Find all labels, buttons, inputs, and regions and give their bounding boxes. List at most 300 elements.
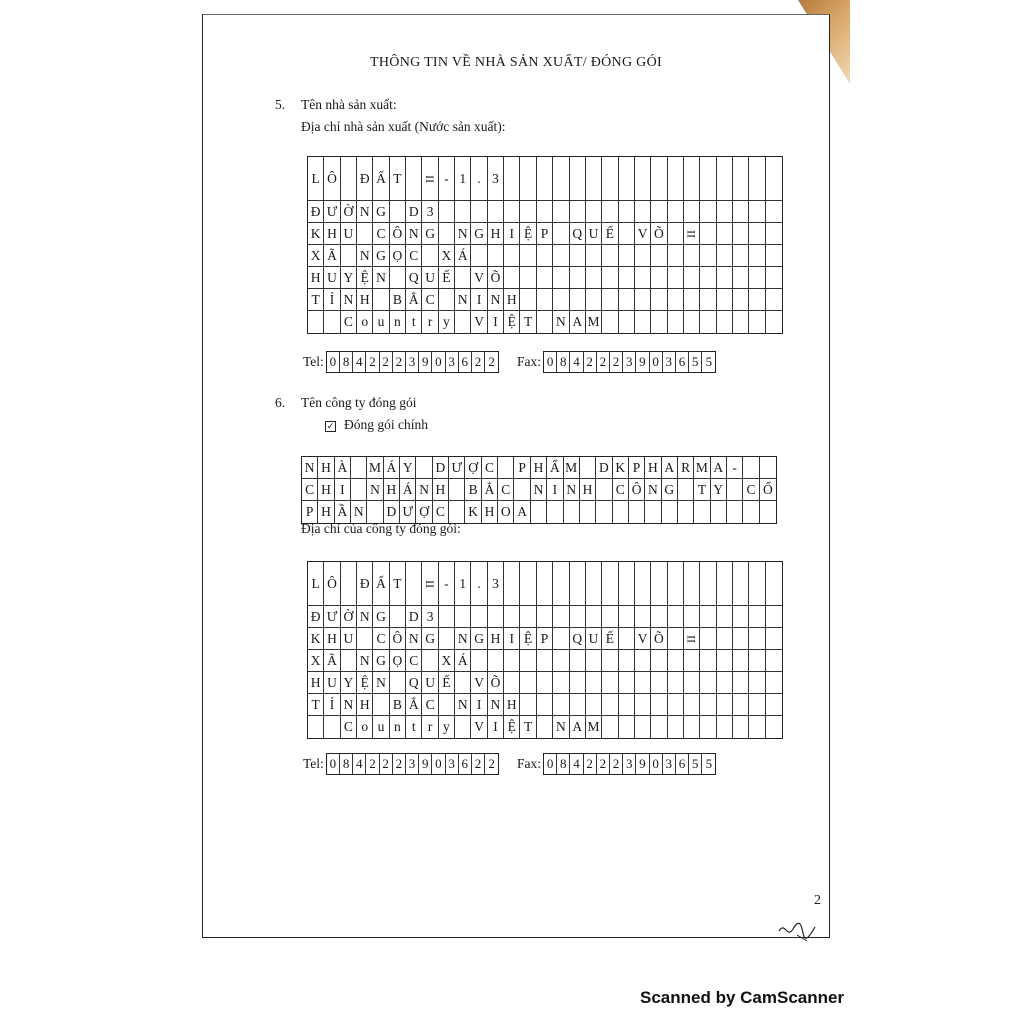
digit-cell: 0 <box>544 352 557 372</box>
tel-label: Tel: <box>303 354 324 369</box>
grid-cell <box>455 716 471 738</box>
grid-cell <box>749 245 765 267</box>
grid-cell: I <box>547 479 563 501</box>
grid-cell: H <box>318 457 334 479</box>
grid-cell: P <box>537 223 553 245</box>
grid-cell: Ắ <box>482 479 498 501</box>
grid-cell: Ệ <box>520 628 536 650</box>
grid-cell <box>619 245 635 267</box>
tel-digits <box>326 753 499 775</box>
grid-cell: y <box>439 716 455 738</box>
grid-cell: Ế <box>602 628 618 650</box>
grid-cell <box>537 716 553 738</box>
tel-label: Tel: <box>303 756 324 771</box>
grid-cell <box>619 694 635 716</box>
grid-cell: Õ <box>488 672 504 694</box>
grid-cell <box>596 501 612 523</box>
grid-cell: Đ <box>357 157 373 201</box>
grid-cell <box>308 311 324 333</box>
grid-cell <box>766 562 782 606</box>
grid-cell <box>553 267 569 289</box>
grid-cell <box>619 628 635 650</box>
grid-cell: K <box>308 628 324 650</box>
grid-cell: V <box>635 628 651 650</box>
tel-digits <box>326 351 499 373</box>
grid-cell <box>586 289 602 311</box>
grid-cell <box>586 245 602 267</box>
grid-cell: V <box>471 716 487 738</box>
grid-cell: V <box>471 311 487 333</box>
grid-cell: G <box>471 628 487 650</box>
grid-cell: Ư <box>449 457 465 479</box>
digit-cell: 8 <box>340 754 353 774</box>
grid-cell: X <box>308 650 324 672</box>
grid-cell <box>700 562 716 606</box>
checkbox-label: Đóng gói chính <box>344 417 428 432</box>
grid-cell: Đ <box>308 606 324 628</box>
grid-cell <box>553 289 569 311</box>
grid-cell: U <box>422 267 438 289</box>
grid-cell: n <box>390 311 406 333</box>
grid-cell <box>700 267 716 289</box>
grid-cell <box>602 672 618 694</box>
grid-cell <box>520 562 536 606</box>
grid-cell: Ọ <box>390 650 406 672</box>
grid-cell <box>749 311 765 333</box>
grid-cell <box>668 716 684 738</box>
grid-cell: 1 <box>455 562 471 606</box>
grid-cell: Ệ <box>357 672 373 694</box>
grid-cell <box>635 267 651 289</box>
grid-cell <box>700 245 716 267</box>
grid-cell: Y <box>341 267 357 289</box>
digit-cell: 5 <box>689 754 702 774</box>
digit-cell: 9 <box>419 754 432 774</box>
grid-cell <box>570 650 586 672</box>
grid-cell <box>422 650 438 672</box>
grid-cell <box>439 201 455 223</box>
grid-cell <box>700 628 716 650</box>
grid-cell: H <box>488 223 504 245</box>
grid-cell: Ắ <box>406 694 422 716</box>
section6-address-label: Địa chỉ của công ty đóng gói: <box>301 521 461 536</box>
grid-cell <box>684 289 700 311</box>
grid-cell <box>700 289 716 311</box>
grid-cell: A <box>570 311 586 333</box>
grid-cell: U <box>586 628 602 650</box>
grid-cell: Ắ <box>406 289 422 311</box>
digit-cell: 2 <box>488 756 495 771</box>
grid-cell <box>504 606 520 628</box>
grid-cell <box>308 716 324 738</box>
grid-cell <box>766 672 782 694</box>
grid-cell: Y <box>711 479 727 501</box>
grid-cell <box>733 201 749 223</box>
grid-cell: r <box>422 311 438 333</box>
digit-cell: 3 <box>406 352 419 372</box>
grid-cell <box>651 157 667 201</box>
grid-cell <box>749 650 765 672</box>
grid-cell <box>749 267 765 289</box>
grid-cell <box>390 267 406 289</box>
grid-cell: C <box>341 311 357 333</box>
grid-cell <box>553 672 569 694</box>
grid-cell <box>700 157 716 201</box>
grid-cell: G <box>422 223 438 245</box>
signature-icon <box>777 917 817 943</box>
grid-cell <box>602 606 618 628</box>
digit-cell: 9 <box>636 754 649 774</box>
grid-cell <box>416 457 432 479</box>
grid-cell <box>733 223 749 245</box>
grid-cell: Ỉ <box>324 694 340 716</box>
grid-cell <box>537 289 553 311</box>
grid-cell: Ư <box>400 501 416 523</box>
grid-cell <box>390 201 406 223</box>
grid-cell <box>668 267 684 289</box>
grid-cell: Ô <box>324 157 340 201</box>
grid-cell <box>455 311 471 333</box>
checked-box-icon[interactable]: ✓ <box>326 421 335 431</box>
grid-cell <box>749 223 765 245</box>
grid-cell <box>766 716 782 738</box>
grid-cell <box>668 157 684 201</box>
digit-cell: 0 <box>650 754 663 774</box>
grid-cell <box>586 672 602 694</box>
grid-cell <box>586 694 602 716</box>
grid-cell: 3 <box>422 606 438 628</box>
grid-cell: M <box>586 716 602 738</box>
grid-cell: C <box>422 694 438 716</box>
grid-cell <box>553 562 569 606</box>
grid-cell: H <box>308 672 324 694</box>
fax-digits <box>543 351 716 373</box>
grid-cell <box>678 501 694 523</box>
grid-cell <box>749 628 765 650</box>
grid-cell <box>700 694 716 716</box>
grid-cell <box>678 479 694 501</box>
digit-cell: 5 <box>705 756 713 771</box>
grid-cell: H <box>308 267 324 289</box>
grid-cell: Õ <box>651 628 667 650</box>
grid-cell: y <box>439 311 455 333</box>
grid-cell <box>733 267 749 289</box>
grid-cell <box>668 672 684 694</box>
grid-cell: N <box>341 694 357 716</box>
grid-cell: U <box>341 223 357 245</box>
grid-cell <box>504 157 520 201</box>
grid-cell: H <box>531 457 547 479</box>
grid-cell <box>602 267 618 289</box>
grid-cell <box>668 201 684 223</box>
grid-cell <box>684 716 700 738</box>
grid-cell <box>717 650 733 672</box>
section6-fax <box>517 753 716 775</box>
grid-cell <box>684 694 700 716</box>
grid-cell <box>406 562 422 606</box>
grid-cell <box>602 311 618 333</box>
grid-cell: I <box>488 311 504 333</box>
grid-cell: Ỉ <box>324 289 340 311</box>
digit-cell: 0 <box>544 754 557 774</box>
grid-cell: M <box>367 457 383 479</box>
grid-cell <box>733 694 749 716</box>
section5-address-grid <box>307 156 783 334</box>
section6-name-label: Tên công ty đóng gói <box>301 395 417 410</box>
grid-cell: A <box>570 716 586 738</box>
grid-cell <box>520 289 536 311</box>
grid-cell <box>390 672 406 694</box>
grid-cell: Ệ <box>357 267 373 289</box>
grid-cell <box>651 650 667 672</box>
grid-cell <box>586 562 602 606</box>
grid-cell <box>504 672 520 694</box>
grid-cell <box>717 201 733 223</box>
grid-cell: U <box>422 672 438 694</box>
grid-cell <box>766 289 782 311</box>
grid-cell: r <box>422 716 438 738</box>
fax-digits <box>543 753 716 775</box>
digit-cell: 8 <box>557 754 570 774</box>
grid-cell: N <box>564 479 580 501</box>
grid-cell: H <box>324 223 340 245</box>
grid-cell <box>668 245 684 267</box>
grid-cell <box>455 201 471 223</box>
grid-cell <box>651 311 667 333</box>
grid-cell: N <box>373 672 389 694</box>
grid-cell: . <box>471 157 487 201</box>
grid-cell: A <box>711 457 727 479</box>
grid-cell <box>766 267 782 289</box>
grid-cell <box>662 501 678 523</box>
grid-cell <box>341 157 357 201</box>
grid-cell <box>504 245 520 267</box>
grid-cell: I <box>335 479 351 501</box>
grid-cell: Ệ <box>504 716 520 738</box>
grid-cell: À <box>335 457 351 479</box>
grid-cell <box>537 672 553 694</box>
grid-cell <box>471 245 487 267</box>
grid-cell <box>537 650 553 672</box>
grid-cell: N <box>373 267 389 289</box>
grid-cell <box>635 694 651 716</box>
grid-cell <box>570 267 586 289</box>
grid-cell <box>700 716 716 738</box>
grid-cell <box>449 501 465 523</box>
grid-cell <box>766 650 782 672</box>
grid-cell: N <box>645 479 661 501</box>
grid-cell: U <box>341 628 357 650</box>
digit-cell: 3 <box>623 352 636 372</box>
grid-cell: N <box>553 716 569 738</box>
grid-cell: 3 <box>488 562 504 606</box>
grid-cell: Ã <box>324 650 340 672</box>
grid-cell: Ẩ <box>547 457 563 479</box>
grid-cell <box>717 716 733 738</box>
grid-cell <box>324 311 340 333</box>
grid-cell: Ế <box>439 672 455 694</box>
grid-cell: C <box>406 650 422 672</box>
grid-cell: N <box>357 245 373 267</box>
grid-cell: O <box>498 501 514 523</box>
digit-cell: 2 <box>366 352 379 372</box>
grid-cell <box>602 289 618 311</box>
grid-cell: Y <box>400 457 416 479</box>
grid-cell: II <box>684 223 700 245</box>
grid-cell: N <box>455 694 471 716</box>
grid-cell <box>602 694 618 716</box>
grid-cell: V <box>635 223 651 245</box>
grid-cell: G <box>662 479 678 501</box>
grid-cell <box>668 223 684 245</box>
grid-cell <box>586 201 602 223</box>
grid-cell: U <box>586 223 602 245</box>
grid-cell: - <box>439 157 455 201</box>
grid-cell <box>602 157 618 201</box>
grid-cell: R <box>678 457 694 479</box>
grid-cell: U <box>324 267 340 289</box>
grid-cell: Ợ <box>416 501 432 523</box>
grid-cell: Ấ <box>373 157 389 201</box>
grid-cell <box>619 650 635 672</box>
grid-cell <box>553 223 569 245</box>
digit-cell: 2 <box>584 754 597 774</box>
grid-cell <box>357 223 373 245</box>
grid-cell <box>602 562 618 606</box>
footer-scanned-by: Scanned by CamScanner <box>640 988 845 1007</box>
grid-cell <box>684 650 700 672</box>
grid-cell <box>390 606 406 628</box>
grid-cell: Ã <box>324 245 340 267</box>
grid-cell <box>564 501 580 523</box>
digit-cell: 2 <box>366 754 379 774</box>
grid-cell: H <box>488 628 504 650</box>
grid-cell: N <box>302 457 318 479</box>
grid-cell <box>619 716 635 738</box>
grid-cell <box>619 562 635 606</box>
section6-tel <box>303 753 499 775</box>
grid-cell: B <box>390 694 406 716</box>
grid-cell: Ư <box>324 606 340 628</box>
grid-cell <box>717 223 733 245</box>
grid-cell: II <box>422 562 438 606</box>
grid-cell <box>553 245 569 267</box>
grid-cell: N <box>367 479 383 501</box>
grid-cell: o <box>357 311 373 333</box>
grid-cell <box>694 501 710 523</box>
grid-cell: T <box>694 479 710 501</box>
grid-cell: u <box>373 311 389 333</box>
page-number: 2 <box>814 893 821 908</box>
fax-label: Fax: <box>517 756 542 771</box>
grid-cell <box>668 628 684 650</box>
grid-cell: H <box>324 628 340 650</box>
grid-cell: D <box>406 606 422 628</box>
grid-cell <box>537 562 553 606</box>
grid-cell <box>357 628 373 650</box>
grid-cell: K <box>465 501 481 523</box>
grid-cell <box>635 606 651 628</box>
grid-cell <box>635 650 651 672</box>
grid-cell <box>570 672 586 694</box>
grid-cell <box>537 694 553 716</box>
grid-cell: C <box>373 223 389 245</box>
grid-cell <box>766 157 782 201</box>
grid-cell: Õ <box>651 223 667 245</box>
digit-cell: 9 <box>636 352 649 372</box>
grid-cell <box>749 672 765 694</box>
grid-cell <box>749 694 765 716</box>
grid-cell: C <box>302 479 318 501</box>
digit-cell: 5 <box>689 352 702 372</box>
grid-cell: Ấ <box>373 562 389 606</box>
section5-name-label: Tên nhà sản xuất: <box>301 97 397 112</box>
grid-cell <box>351 457 367 479</box>
grid-cell: A <box>662 457 678 479</box>
grid-cell <box>455 267 471 289</box>
grid-cell <box>520 650 536 672</box>
grid-cell <box>700 606 716 628</box>
grid-cell <box>635 289 651 311</box>
grid-cell: Õ <box>488 267 504 289</box>
grid-cell <box>570 562 586 606</box>
grid-cell: 3 <box>488 157 504 201</box>
grid-cell: D <box>433 457 449 479</box>
digit-cell: 3 <box>406 754 419 774</box>
grid-cell: B <box>465 479 481 501</box>
grid-cell <box>684 606 700 628</box>
grid-cell <box>553 694 569 716</box>
grid-cell <box>651 267 667 289</box>
grid-cell <box>717 628 733 650</box>
grid-cell <box>619 201 635 223</box>
grid-cell <box>651 201 667 223</box>
grid-cell: C <box>743 479 759 501</box>
grid-cell: 1 <box>455 157 471 201</box>
page-title: THÔNG TIN VỀ NHÀ SẢN XUẤT/ ĐÓNG GÓI <box>370 55 662 70</box>
grid-cell <box>760 457 776 479</box>
grid-cell <box>651 606 667 628</box>
grid-cell <box>553 157 569 201</box>
grid-cell <box>341 650 357 672</box>
grid-cell <box>367 501 383 523</box>
grid-cell: N <box>488 694 504 716</box>
grid-cell <box>749 606 765 628</box>
digit-cell: 6 <box>459 352 472 372</box>
digit-cell: 2 <box>610 352 623 372</box>
grid-cell <box>651 289 667 311</box>
grid-cell: - <box>439 562 455 606</box>
grid-cell: Ế <box>602 223 618 245</box>
grid-cell <box>727 479 743 501</box>
grid-cell <box>635 201 651 223</box>
grid-cell <box>700 311 716 333</box>
grid-cell <box>602 650 618 672</box>
document-page <box>202 14 830 938</box>
grid-cell <box>733 650 749 672</box>
grid-cell: D <box>596 457 612 479</box>
grid-cell: N <box>406 628 422 650</box>
section5-address-label: Địa chỉ nhà sản xuất (Nước sản xuất): <box>301 119 506 134</box>
grid-cell <box>586 650 602 672</box>
grid-cell: Ợ <box>465 457 481 479</box>
grid-cell: H <box>482 501 498 523</box>
grid-cell: I <box>504 628 520 650</box>
grid-cell <box>488 606 504 628</box>
grid-cell: Ế <box>439 267 455 289</box>
grid-cell: H <box>504 694 520 716</box>
grid-cell <box>570 245 586 267</box>
